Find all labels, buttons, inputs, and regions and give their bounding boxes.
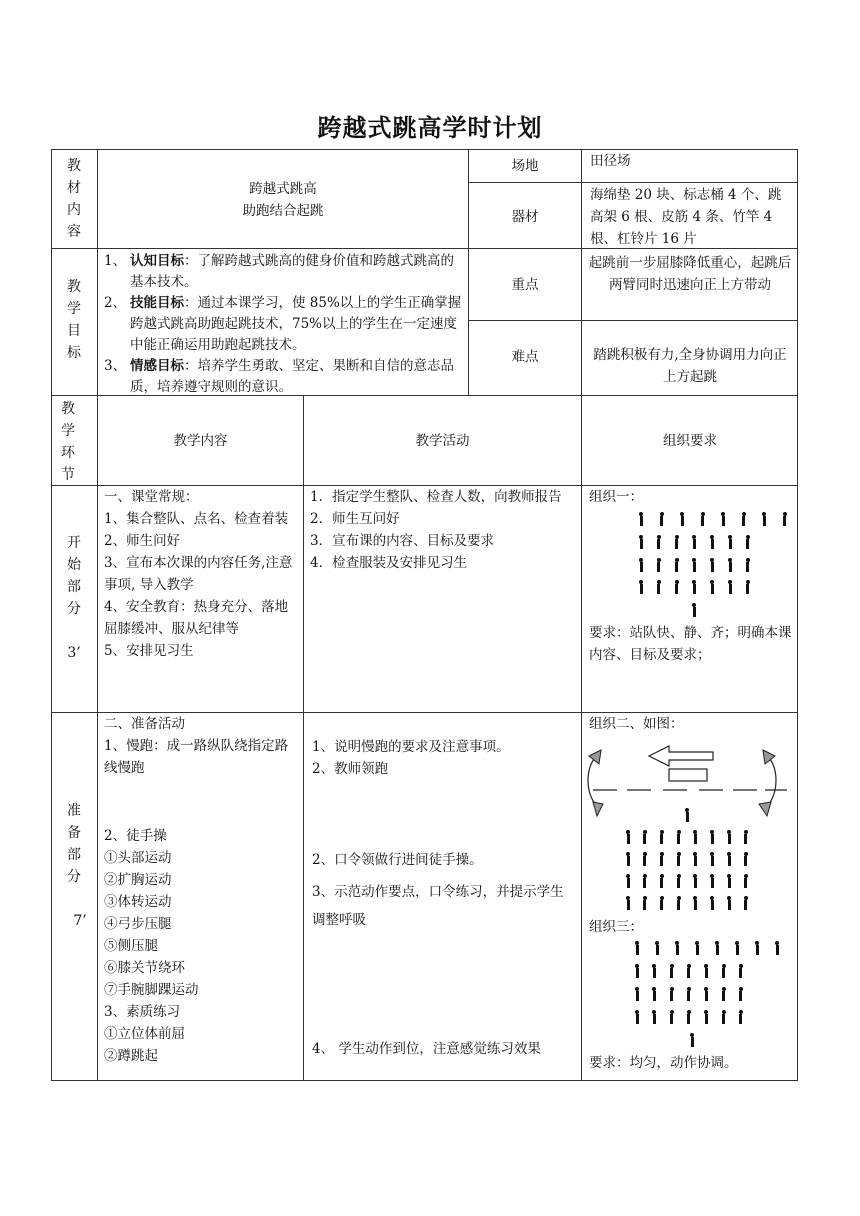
student-figure-icon (676, 830, 682, 844)
student-figure-icon (727, 558, 733, 572)
student-figure-icon (679, 512, 685, 526)
student-figure-icon (638, 558, 644, 572)
student-figure-icon (634, 964, 640, 978)
student-figure-icon (634, 941, 640, 955)
start-activities: 1．指定学生整队、检查人数，向教师报告 2．师生互问好 3．宣布课的内容、目标及要求 4．检查服装及安排见习生 (310, 489, 562, 571)
right-curve-arrow-icon (767, 756, 776, 806)
student-figure-icon (642, 830, 648, 844)
start-requirement: 要求：站队快、静、齐；明确本课内容、目标及要求； (589, 625, 792, 663)
student-figure-icon (676, 874, 682, 888)
student-figure-icon (625, 852, 631, 866)
student-figure-icon (691, 580, 697, 594)
student-figure-icon (654, 941, 660, 955)
student-figure-icon (721, 1010, 727, 1024)
prep-activity-d: 4、 学生动作到位，注意感觉练习效果 (312, 1041, 541, 1057)
student-figure-icon (703, 964, 709, 978)
student-figure-icon (745, 558, 751, 572)
student-figure-icon (674, 580, 680, 594)
student-figure-icon (721, 987, 727, 1001)
student-figure-icon (659, 512, 665, 526)
student-figure-icon (686, 1010, 692, 1024)
focus-value: 起跳前一步屈膝降低重心，起跳后两臂同时迅速向正上方带动 (588, 255, 792, 293)
col-activity: 教学活动 (415, 433, 470, 449)
student-figure-icon (642, 896, 648, 910)
org-two-title: 组织二、如图： (589, 716, 684, 732)
student-figure-icon (684, 808, 690, 822)
student-figure-icon (676, 852, 682, 866)
label-goals: 教 学 目 标 (67, 279, 81, 361)
student-figure-icon (691, 535, 697, 549)
student-figure-icon (656, 580, 662, 594)
student-figure-icon (669, 964, 675, 978)
venue-value: 田径场 (590, 153, 631, 169)
student-figure-icon (669, 987, 675, 1001)
direction-arrow-icon (649, 746, 713, 766)
student-figure-icon (692, 896, 698, 910)
student-figure-icon (709, 580, 715, 594)
student-figure-icon (638, 580, 644, 594)
student-figure-icon (674, 941, 680, 955)
student-figure-icon (659, 830, 665, 844)
student-figure-icon (761, 512, 767, 526)
student-figure-icon (720, 512, 726, 526)
student-figure-icon (625, 830, 631, 844)
student-figure-icon (692, 874, 698, 888)
org-one-title: 组织一： (589, 489, 643, 505)
student-figure-icon (774, 941, 780, 955)
student-figure-icon (714, 941, 720, 955)
prep-activity-b: 2、口令领做行进间徒手操。 (312, 852, 483, 868)
focus-label: 重点 (511, 277, 539, 293)
student-figure-icon (726, 830, 732, 844)
left-curve-arrow-icon (588, 756, 597, 806)
difficulty-value: 踏跳积极有力,全身协调用力向正上方起跳 (593, 347, 787, 385)
student-figure-icon (726, 874, 732, 888)
student-figure-icon (634, 987, 640, 1001)
student-figure-icon (754, 941, 760, 955)
student-figure-icon (686, 964, 692, 978)
student-figure-icon (743, 896, 749, 910)
student-figure-icon (727, 580, 733, 594)
student-figure-icon (726, 852, 732, 866)
student-figure-icon (689, 1033, 695, 1047)
prep-content-a: 二、准备活动 1、慢跑：成一路纵队绕指定路线慢跑 (104, 716, 289, 776)
running-route-diagram (583, 742, 797, 828)
student-figure-icon (743, 830, 749, 844)
label-jiaocai: 教 材 内 容 (67, 158, 81, 240)
label-segment: 教 学 环 节 (61, 401, 75, 483)
student-figure-icon (738, 964, 744, 978)
student-figure-icon (651, 1010, 657, 1024)
student-figure-icon (703, 1010, 709, 1024)
student-figure-icon (625, 896, 631, 910)
student-figure-icon (691, 558, 697, 572)
prep-requirement: 要求：均匀，动作协调。 (589, 1055, 738, 1071)
student-figure-icon (659, 896, 665, 910)
label-start: 开 始 部 分 3’ (67, 535, 81, 661)
student-figure-icon (638, 535, 644, 549)
student-figure-icon (709, 874, 715, 888)
student-figure-icon (709, 830, 715, 844)
prep-activity-c: 3、示范动作要点，口令练习，并提示学生调整呼吸 (312, 884, 564, 928)
student-figure-icon (721, 964, 727, 978)
student-figure-icon (727, 535, 733, 549)
goal-item: 1、 认知目标：了解跨越式跳高的健身价值和跨越式跳高的基本技术。 2、 技能目标：通过本课学习，使 85%以上的学生正确掌握跨越式跳高助跑起跳技术，75%以上的学生在一定速度中能正确运用助跑起跳技术。 3、 情感目标：培养学生勇敢、坚定、果断和自信的意志品质，培养遵守规则的意识。 (104, 253, 462, 395)
student-figure-icon (745, 580, 751, 594)
student-figure-icon (782, 512, 788, 526)
start-content: 一、课堂常规： 1、集合整队、点名、检查着装 2、师生问好 3、宣布本次课的内容任务,注意事项, 导入教学 4、安全教育：热身充分、落地屈膝缓冲、服从纪律等 5、安排见习生 (104, 489, 293, 659)
student-figure-icon (659, 874, 665, 888)
student-figure-icon (659, 852, 665, 866)
col-requirement: 组织要求 (663, 433, 717, 449)
student-figure-icon (709, 558, 715, 572)
student-figure-icon (738, 1010, 744, 1024)
student-figure-icon (709, 535, 715, 549)
col-content: 教学内容 (173, 433, 228, 449)
student-figure-icon (656, 535, 662, 549)
student-figure-icon (634, 1010, 640, 1024)
student-figure-icon (674, 535, 680, 549)
label-prep: 准 备 部 分 7’ (67, 803, 87, 929)
student-figure-icon (694, 941, 700, 955)
student-figure-icon (745, 535, 751, 549)
equipment-value: 海绵垫 20 块、标志桶 4 个、跳高架 6 根、皮筋 4 条、竹竿 4 根、杠铃片 16 片 (590, 187, 782, 247)
student-figure-icon (692, 852, 698, 866)
student-figure-icon (700, 512, 706, 526)
lesson-content: 跨越式跳高 助跑结合起跳 (242, 181, 324, 219)
prep-content-b: 2、徒手操 ①头部运动 ②扩胸运动 ③体转运动 ④弓步压腿 ⑤侧压腿 ⑥膝关节绕环 ⑦手腕脚踝运动 3、素质练习 ①立位体前屈 ②蹲跳起 (104, 828, 199, 1064)
difficulty-label: 难点 (511, 349, 539, 365)
student-figure-icon (703, 987, 709, 1001)
student-figure-icon (642, 874, 648, 888)
student-figure-icon (741, 512, 747, 526)
student-figure-icon (726, 896, 732, 910)
student-figure-icon (738, 987, 744, 1001)
venue-label: 场地 (511, 158, 539, 174)
student-figure-icon (638, 512, 644, 526)
student-figure-icon (676, 896, 682, 910)
student-figure-icon (686, 987, 692, 1001)
student-figure-icon (709, 896, 715, 910)
student-figure-icon (692, 830, 698, 844)
student-figure-icon (734, 941, 740, 955)
student-figure-icon (651, 987, 657, 1001)
page-title: 跨越式跳高学时计划 (317, 114, 543, 142)
student-figure-icon (656, 558, 662, 572)
student-figure-icon (743, 874, 749, 888)
prep-activities-a: 1、说明慢跑的要求及注意事项。 2、教师领跑 (312, 739, 510, 777)
student-figure-icon (642, 852, 648, 866)
student-figure-icon (651, 964, 657, 978)
student-figure-icon (625, 874, 631, 888)
student-figure-icon (691, 603, 697, 617)
student-figure-icon (669, 1010, 675, 1024)
student-figure-icon (709, 852, 715, 866)
equipment-label: 器材 (511, 209, 539, 225)
org-three-title: 组织三： (589, 919, 643, 935)
student-figure-icon (674, 558, 680, 572)
student-figure-icon (743, 852, 749, 866)
